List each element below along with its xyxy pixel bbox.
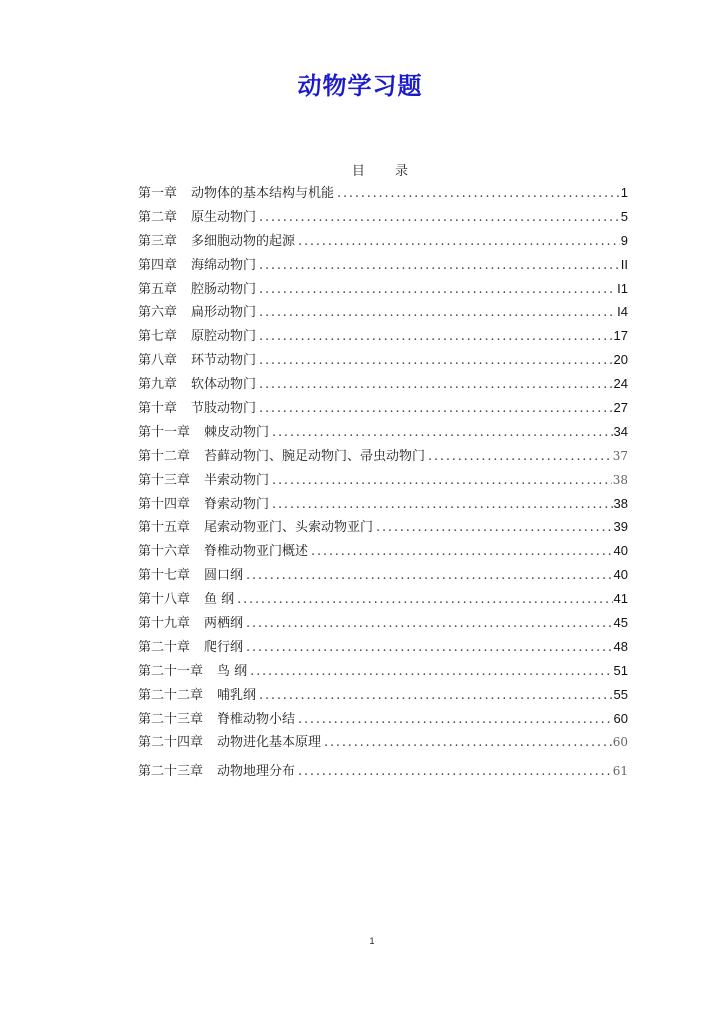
- toc-dot-leader: [259, 688, 613, 703]
- toc-chapter-number: 第十六章: [138, 544, 191, 560]
- toc-dot-leader: [376, 520, 613, 535]
- toc-chapter-title: 扁形动物门: [191, 305, 257, 321]
- toc-page-number: I4: [617, 304, 628, 320]
- toc-page-number: 20: [613, 352, 628, 368]
- toc-chapter-title: 原生动物门: [191, 209, 257, 225]
- toc-page-number: 38: [612, 472, 628, 487]
- toc-chapter-number: 第五章: [138, 281, 178, 297]
- toc-page-number: 60: [612, 735, 628, 750]
- toc-page-number: 34: [613, 423, 628, 439]
- toc-page-number: 1: [620, 185, 628, 200]
- toc-page-number: 17: [613, 328, 628, 344]
- toc-chapter-number: 第二十章: [138, 639, 191, 655]
- toc-entry[interactable]: [138, 516, 628, 540]
- toc-page-number: 24: [613, 376, 628, 392]
- toc-entry[interactable]: [138, 230, 628, 254]
- toc-page-number: II: [620, 256, 628, 272]
- toc-entry[interactable]: [138, 760, 628, 784]
- toc-dot-leader: [311, 544, 613, 559]
- toc-chapter-title: 软体动物门: [191, 377, 257, 393]
- toc-chapter-number: 第十一章: [138, 424, 191, 440]
- toc-page-number: 41: [613, 591, 628, 607]
- toc-page-number: I1: [617, 280, 628, 296]
- toc-chapter-number: 第二十四章: [138, 735, 204, 751]
- toc-chapter-number: 第十四章: [138, 496, 191, 512]
- toc-page-number: 51: [613, 662, 628, 678]
- toc-entry[interactable]: [138, 278, 628, 302]
- toc-dot-leader: [337, 186, 620, 201]
- toc-entry[interactable]: [138, 731, 628, 755]
- toc-chapter-title: 爬行纲: [204, 639, 244, 655]
- toc-dot-leader: [246, 616, 613, 631]
- toc-dot-leader: [259, 377, 613, 392]
- toc-chapter-title: 圆口纲: [204, 568, 244, 584]
- toc-entry[interactable]: [138, 254, 628, 278]
- toc-dot-leader: [246, 568, 613, 583]
- toc-chapter-title: 两栖纲: [204, 616, 244, 632]
- toc-chapter-number: 第二章: [138, 209, 178, 225]
- toc-chapter-title: 鱼 纲: [204, 592, 235, 608]
- toc-entry[interactable]: [138, 588, 628, 612]
- toc-entry[interactable]: [138, 373, 628, 397]
- toc-chapter-title: 多细胞动物的起源: [191, 233, 296, 249]
- toc-page-number: 27: [613, 400, 628, 416]
- toc-chapter-title: 半索动物门: [204, 472, 270, 488]
- toc-entry[interactable]: [138, 684, 628, 708]
- toc-chapter-title: 尾索动物亚门、头索动物亚门: [204, 520, 374, 536]
- toc-entry[interactable]: [138, 301, 628, 325]
- toc-chapter-number: 第七章: [138, 329, 178, 345]
- toc-chapter-title: 动物进化基本原理: [217, 735, 322, 751]
- toc-entry[interactable]: [138, 493, 628, 517]
- toc-page-number: 39: [613, 519, 628, 535]
- toc-heading: 目 录: [351, 164, 409, 179]
- toc-chapter-title: 海绵动物门: [191, 257, 257, 273]
- toc-dot-leader: [428, 449, 612, 464]
- toc-chapter-number: 第十五章: [138, 520, 191, 536]
- toc-page-number: 55: [613, 686, 628, 702]
- toc-dot-leader: [259, 305, 616, 320]
- table-of-contents: [138, 182, 628, 784]
- toc-chapter-title: 哺乳纲: [217, 687, 257, 703]
- toc-entry[interactable]: [138, 469, 628, 493]
- toc-chapter-number: 第一章: [138, 186, 178, 201]
- toc-chapter-number: 第十二章: [138, 448, 191, 464]
- toc-chapter-title: 动物体的基本结构与机能: [191, 186, 335, 201]
- toc-dot-leader: [259, 401, 613, 416]
- toc-entry[interactable]: [138, 397, 628, 421]
- toc-entry[interactable]: [138, 564, 628, 588]
- toc-page-number: 5: [620, 208, 628, 224]
- toc-dot-leader: [250, 664, 612, 679]
- toc-dot-leader: [259, 282, 616, 297]
- toc-chapter-number: 第二十一章: [138, 663, 204, 679]
- toc-chapter-title: 腔肠动物门: [191, 281, 257, 297]
- toc-chapter-title: 节肢动物门: [191, 401, 257, 417]
- toc-dot-leader: [324, 735, 612, 750]
- toc-page-number: 61: [612, 764, 628, 779]
- toc-page-number: 60: [613, 710, 628, 726]
- toc-page-number: 45: [613, 615, 628, 631]
- toc-page-number: 40: [613, 543, 628, 559]
- toc-dot-leader: [272, 497, 613, 512]
- page-number-footer: 1: [369, 936, 375, 946]
- toc-entry[interactable]: [138, 660, 628, 684]
- toc-dot-leader: [259, 353, 613, 368]
- toc-chapter-number: 第四章: [138, 257, 178, 273]
- toc-chapter-number: 第十七章: [138, 568, 191, 584]
- toc-entry[interactable]: [138, 325, 628, 349]
- toc-dot-leader: [298, 712, 613, 727]
- toc-page-number: 38: [613, 495, 628, 511]
- toc-chapter-number: 第九章: [138, 377, 178, 393]
- toc-dot-leader: [272, 473, 612, 488]
- toc-page-number: 37: [612, 448, 628, 463]
- toc-chapter-number: 第三章: [138, 233, 178, 249]
- toc-chapter-number: 第十三章: [138, 472, 191, 488]
- toc-page-number: 9: [620, 232, 628, 248]
- toc-dot-leader: [246, 640, 613, 655]
- toc-dot-leader: [272, 425, 613, 440]
- toc-chapter-title: 动物地理分布: [217, 764, 296, 780]
- toc-chapter-title: 环节动物门: [191, 353, 257, 369]
- toc-entry[interactable]: [138, 636, 628, 660]
- toc-chapter-title: 棘皮动物门: [204, 424, 270, 440]
- toc-entry[interactable]: [138, 182, 628, 206]
- toc-entry[interactable]: [138, 421, 628, 445]
- toc-chapter-number: 第二十三章: [138, 711, 204, 727]
- toc-entry[interactable]: [138, 540, 628, 564]
- toc-chapter-number: 第十章: [138, 401, 178, 417]
- toc-entry[interactable]: [138, 612, 628, 636]
- toc-dot-leader: [259, 329, 613, 344]
- toc-chapter-title: 脊椎动物小结: [217, 711, 296, 727]
- toc-chapter-number: 第二十二章: [138, 687, 204, 703]
- toc-chapter-title: 原腔动物门: [191, 329, 257, 345]
- toc-chapter-title: 脊索动物门: [204, 496, 270, 512]
- toc-dot-leader: [259, 210, 620, 225]
- toc-chapter-number: 第十八章: [138, 592, 191, 608]
- toc-entry[interactable]: [138, 708, 628, 732]
- toc-chapter-title: 鸟 纲: [217, 663, 248, 679]
- toc-chapter-number: 第八章: [138, 353, 178, 369]
- toc-chapter-title: 脊椎动物亚门概述: [204, 544, 309, 560]
- toc-chapter-title: 苔藓动物门、腕足动物门、帚虫动物门: [204, 448, 426, 464]
- toc-entry[interactable]: [138, 206, 628, 230]
- toc-entry[interactable]: [138, 349, 628, 373]
- toc-dot-leader: [298, 764, 612, 779]
- document-title: 动物学习题: [297, 72, 423, 100]
- toc-chapter-number: 第六章: [138, 305, 178, 321]
- toc-dot-leader: [237, 592, 612, 607]
- toc-page-number: 48: [613, 638, 628, 654]
- toc-entry[interactable]: [138, 445, 628, 469]
- toc-page-number: 40: [613, 567, 628, 583]
- toc-chapter-number: 第十九章: [138, 616, 191, 632]
- toc-dot-leader: [259, 258, 620, 273]
- toc-chapter-number: 第二十三章: [138, 764, 204, 780]
- toc-dot-leader: [298, 234, 620, 249]
